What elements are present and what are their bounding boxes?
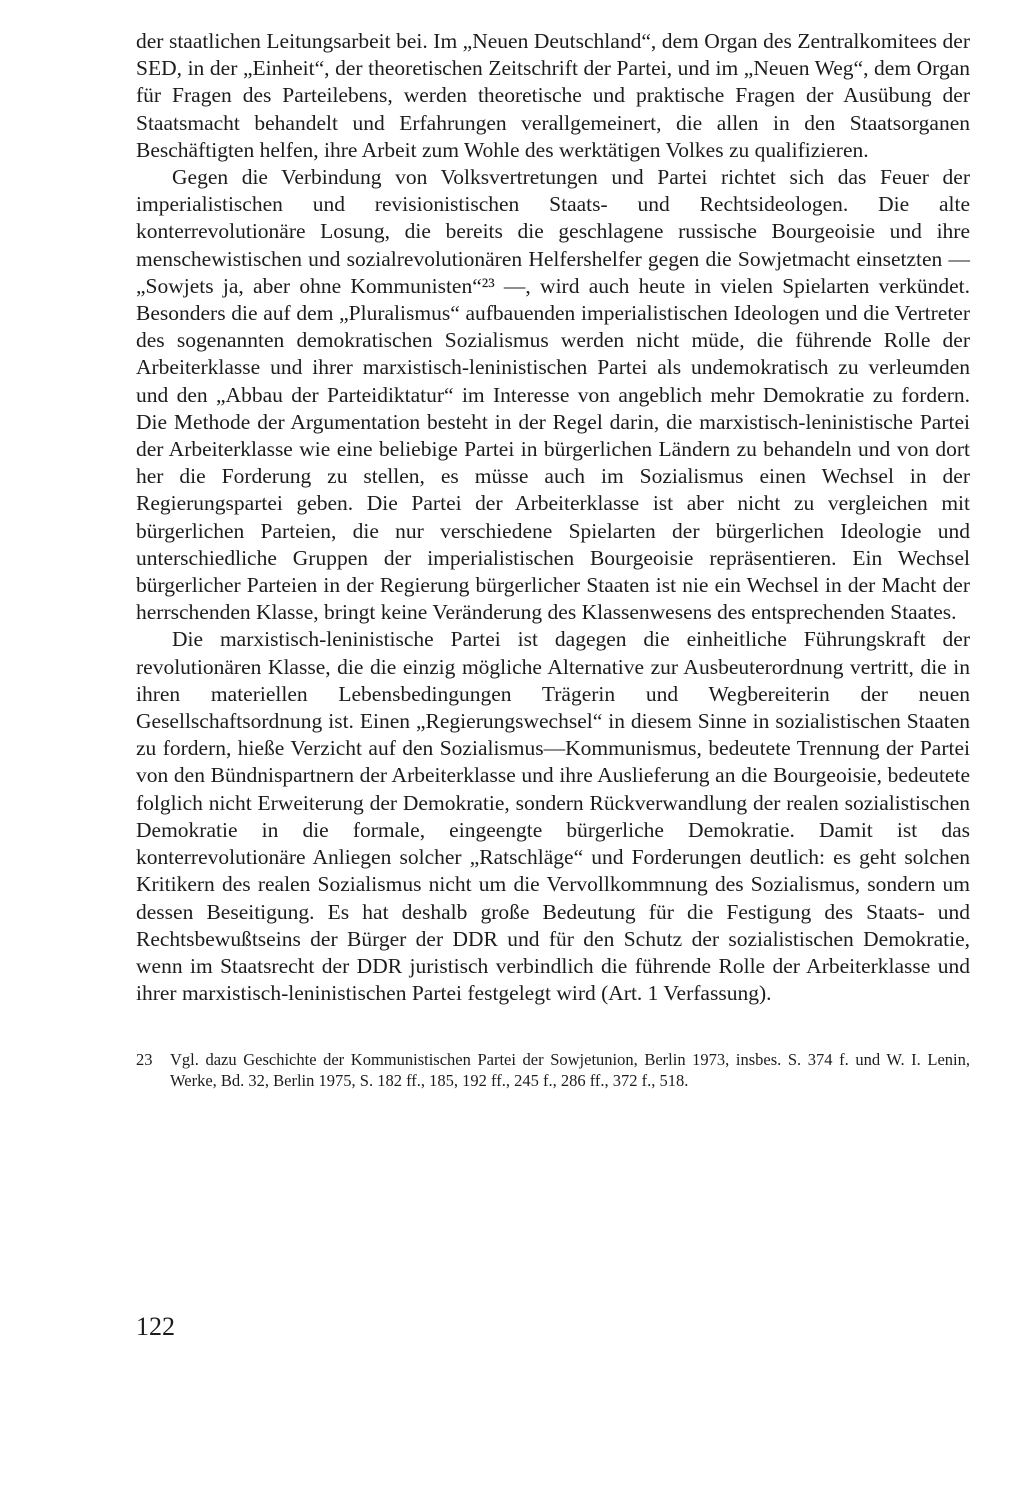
page-body	[136, 28, 970, 1091]
footnote	[136, 1049, 970, 1091]
footnote-number: 23	[136, 1050, 153, 1070]
paragraph-2: Gegen die Verbindung von Volksvertretungen und Partei richtet sich das Feuer der imperialistischen und revisionistischen Staats- und Rechtsideologen. Die alte konterrevolutionäre Losung, die bereits die geschlagene russische Bourgeoisie und ihre menschewistischen und sozialrevolutionären Helfershelfer gegen die Sowjetmacht einsetzten — „Sowjets ja, aber ohne Kommunisten“²³ —, wird auch heute in vielen Spielarten verkündet. Besonders die auf dem „Pluralismus“ aufbauenden imperialistischen Ideologen und die Vertreter des sogenannten demokratischen Sozialismus werden nicht müde, die führende Rolle der Arbeiterklasse und ihrer marxistisch-leninistischen Partei als undemokratisch zu verleumden und den „Abbau der Parteidiktatur“ im Interesse von angeblich mehr Demokratie zu fordern. Die Methode der Argumentation besteht in der Regel darin, die marxistisch-leninistische Partei der Arbeiterklasse wie eine beliebige Partei in bürgerlichen Ländern zu behandeln und von dort her die Forderung zu stellen, es müsse auch im Sozialismus einen Wechsel in der Regierungspartei geben. Die Partei der Arbeiterklasse ist aber nicht zu vergleichen mit bürgerlichen Parteien, die nur verschiedene Spielarten der bürgerlichen Ideologie und unterschiedliche Gruppen der imperialistischen Bourgeoisie repräsentieren. Ein Wechsel bürgerlicher Parteien in der Regierung bürgerlicher Staaten ist nie ein Wechsel in der Macht der herrschenden Klasse, bringt keine Veränderung des Klassenwesens des entsprechenden Staates.	[136, 165, 970, 625]
page-number: 122	[136, 1312, 175, 1341]
paragraph-1: der staatlichen Leitungsarbeit bei. Im „Neuen Deutschland“, dem Organ des Zentralkomitees der SED, in der „Einheit“, der theoretischen Zeitschrift der Partei, und im „Neuen Weg“, dem Organ für Fragen des Parteilebens, werden theoretische und praktische Fragen der Ausübung der Staatsmacht behandelt und Erfahrungen verallgemeinert, die allen in den Staatsorganen Beschäftigten helfen, ihre Arbeit zum Wohle des werktätigen Volkes zu qualifizieren.	[136, 29, 970, 162]
footnote-text: Vgl. dazu Geschichte der Kommunistischen Partei der Sowjetunion, Berlin 1973, insbes. S. 374 f. und W. I. Lenin, Werke, Bd. 32, Berlin 1975, S. 182 ff., 185, 192 ff., 245 f., 286 ff., 372 f., 518.	[170, 1050, 970, 1091]
paragraph-3: Die marxistisch-leninistische Partei ist dagegen die einheitliche Führungskraft der revolutionären Klasse, die die einzig mögliche Alternative zur Ausbeuterordnung vertritt, die in ihren materiellen Lebensbedingungen Trägerin und Wegbereiterin der neuen Gesellschaftsordnung ist. Einen „Regierungswechsel“ in diesem Sinne in sozialistischen Staaten zu fordern, hieße Verzicht auf den Sozialismus—Kommunismus, bedeutete Trennung der Partei von den Bündnispartnern der Arbeiterklasse und ihre Auslieferung an die Bourgeoisie, bedeutete folglich nicht Erweiterung der Demokratie, sondern Rückverwandlung der realen sozialistischen Demokratie in die formale, eingeengte bürgerliche Demokratie. Damit ist das konterrevolutionäre Anliegen solcher „Ratschläge“ und Forderungen deutlich: es geht solchen Kritikern des realen Sozialismus nicht um die Vervollkommnung des Sozialismus, sondern um dessen Beseitigung. Es hat deshalb große Bedeutung für die Festigung des Staats- und Rechtsbewußtseins der Bürger der DDR und für den Schutz der sozialistischen Demokratie, wenn im Staatsrecht der DDR juristisch verbindlich die führende Rolle der Arbeiterklasse und ihrer marxistisch-leninistischen Partei festgelegt wird (Art. 1 Verfassung).	[136, 627, 970, 1006]
